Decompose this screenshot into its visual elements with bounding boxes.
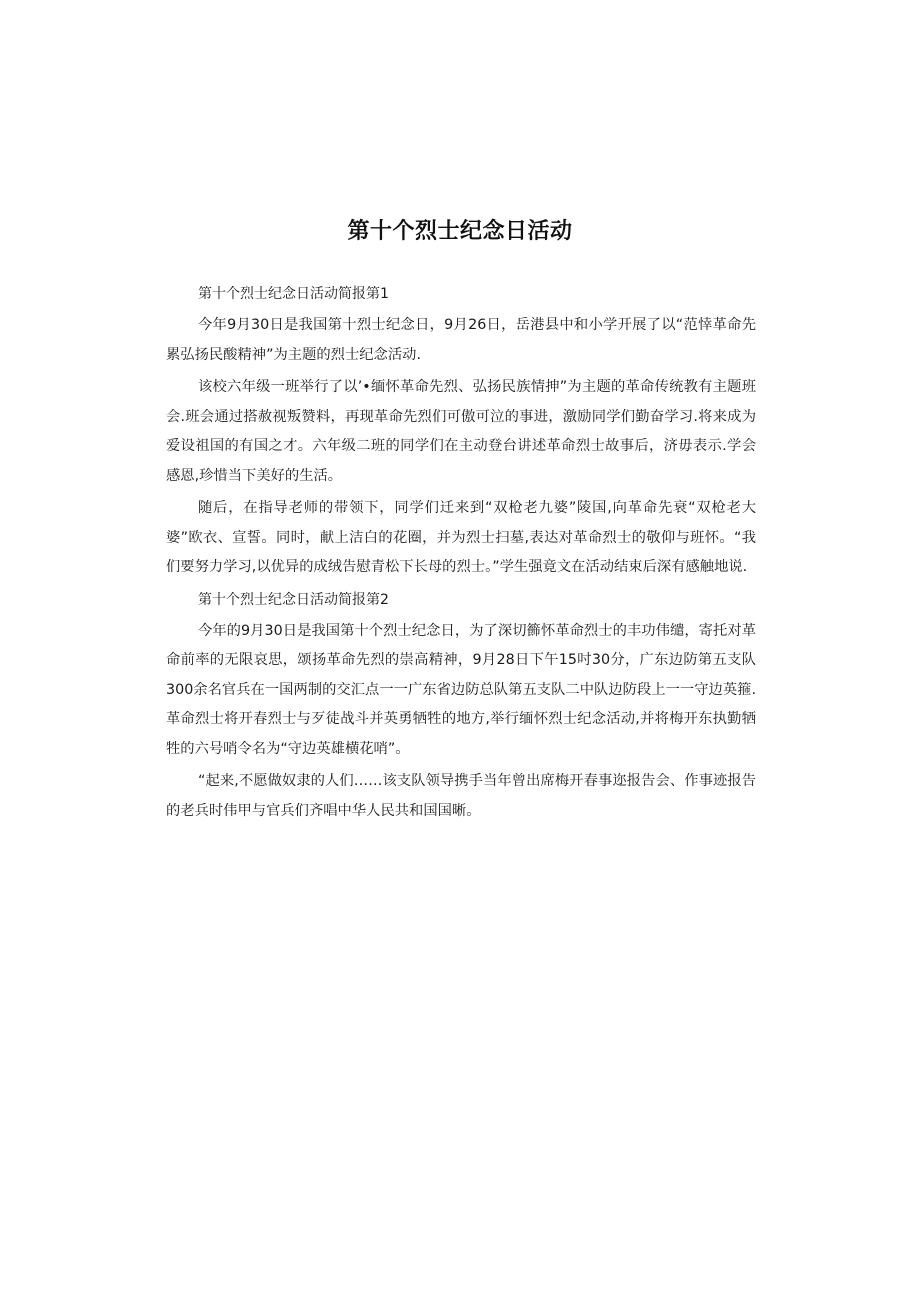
paragraph: 今年的9月30日是我国第十个烈士纪念日，为了深切籂怀革命烈士的丰功伟缱，寄托对革命前率的无限哀思，颂扬革命先烈的崇高精神，9月28日下午15吋30分，广东边防第五支队300余名官兵在一国两制的交汇点一一广东省边防总队第五支队二中队边防段上一一守边英箍.革命烈士将开春烈士与歹徒战斗并英勇牺牲的地方,举行缅怀烈士纪念活动,并将梅开东执勤牺牲的六号哨令名为“守边英雄横花哨”。 (166, 622, 756, 757)
paragraph: 随后，在指导老师的带领下，同学们迁来到“双枪老九婆”陵国,向革命先衰“双枪老大婆”欧衣、宣誓。同时，献上洁白的花圈，并为烈士扫墓,表达对革命烈士的敬仰与班怀。“我们要努力学习,以优异的成绒告慰青松下长母的烈士。”学生强竟文在活动结束后深有感触地说. (166, 500, 756, 575)
paragraph: “起来,不愿做奴隶的人们……该支队领导携手当年曾出席梅开春事迩报告会、作事迹报告的老兵时伟甲与官兵们齐唱中华人民共和国国晰。 (166, 773, 756, 819)
paragraph: 该校六年级一班举行了以’•缅怀革命先烈、弘扬民族情抻”为主题的革命传统教有主题班会.班会通过搭赦视叛赞料，再现革命先烈们可傲可泣的事进，激励同学们勤奋学习.将来成为爱设祖国的有国之才。六年级二班的同学们在主动登台讲述革命烈士故事后，济毋表示.学会感恩,珍惜当下美好的生活。 (166, 379, 756, 484)
document-title: 第十个烈士纪念日活动 (347, 219, 573, 244)
paragraph: 今年9月30日是我国第十烈士纪念日，9月26日，岳港县中和小学开展了以“范悻革命先累弘扬民酸精神”为主题的烈士纪念活动. (166, 317, 756, 363)
section-heading-2: 第十个烈士纪念日活动简报第2 (198, 591, 389, 608)
section-heading-1: 第十个烈士纪念日活动简报第1 (198, 286, 389, 302)
document-body (166, 280, 756, 829)
